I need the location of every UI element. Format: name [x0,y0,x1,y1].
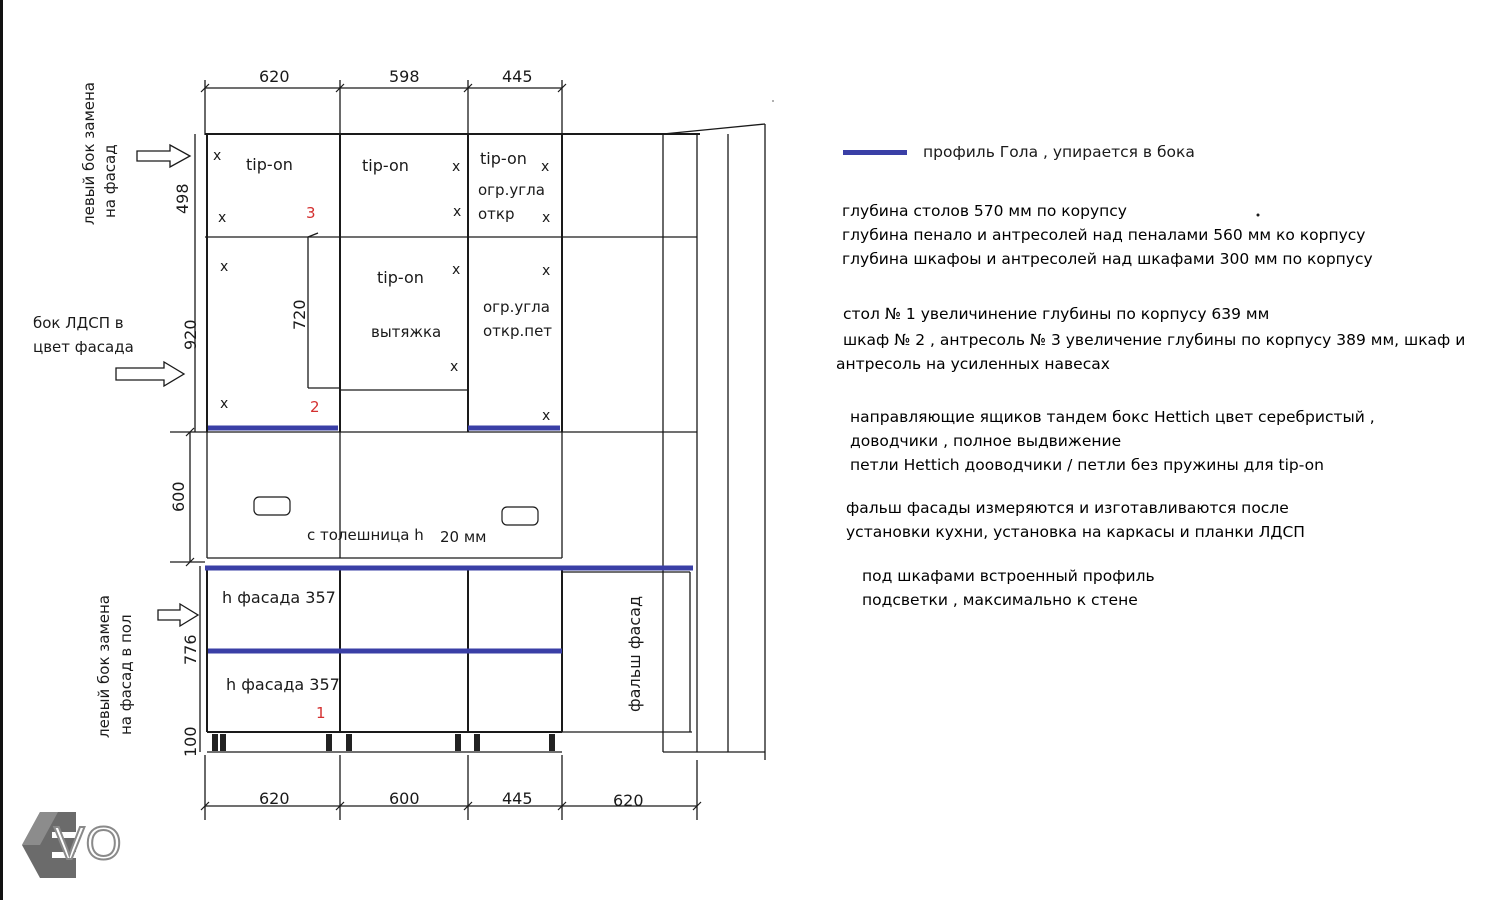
svg-text:x: x [542,408,551,424]
logo-text: VO [54,817,123,869]
cabinet-number-2: 2 [310,398,320,416]
note-line: под шкафами встроенный профиль [862,567,1155,585]
note-line: глубина столов 570 мм по корупсу [842,202,1127,220]
svg-text:x: x [542,263,551,279]
dim-height-720: 720 [290,299,309,330]
stray-dot [1257,214,1260,217]
note-line: антресоль на усиленных навесах [836,355,1110,373]
label-countertop: с толешница h [307,526,424,544]
label-false-facade: фальш фасад [625,595,644,712]
dimension-ticks [186,84,701,810]
svg-text:x: x [452,159,461,175]
dim-bottom-3: 445 [502,789,533,808]
label-tip-on-1: tip-on [246,155,293,174]
svg-text:x: x [542,210,551,226]
dim-height-498: 498 [173,183,192,214]
label-lower-left-1: левый бок замена [95,595,113,738]
socket-right [502,507,538,525]
label-corner-open-1: огр.угла [478,181,545,199]
note-line: стол № 1 увеличинение глубины по корпусу 639 мм [843,305,1270,323]
label-countertop-thickness: 20 мм [440,528,487,546]
note-line: шкаф № 2 , антресоль № 3 увеличение глубины по корпусу 389 мм, шкаф и [843,331,1466,349]
note-line: установки кухни, установка на каркасы и планки ЛДСП [846,523,1305,541]
label-upper-left-1: левый бок замена [80,82,98,225]
note-line: глубина шкафоы и антресолей над шкафами 300 мм по корпусу [842,250,1373,268]
dim-bottom-1: 620 [259,789,290,808]
label-tip-on-2: tip-on [362,156,409,175]
dim-bottom-4: 620 [613,791,644,810]
cabinet-outlines [170,80,765,820]
arrow-icon [116,145,198,626]
label-tip-on-4: tip-on [377,268,424,287]
dim-height-100: 100 [181,726,200,757]
label-corner-open-pet-2: откр.пет [483,322,553,340]
svg-text:x: x [452,262,461,278]
label-tip-on-3: tip-on [480,149,527,168]
svg-text:x: x [218,210,227,226]
note-line: подсветки , максимально к стене [862,591,1138,609]
dim-height-920: 920 [181,319,200,350]
dim-top-3: 445 [502,67,533,86]
note-line: доводчики , полное выдвижение [850,432,1122,450]
label-ldsp-1: бок ЛДСП в [33,314,124,332]
label-lower-left-2: на фасад в пол [117,614,135,735]
stray-dot-2 [772,100,774,102]
label-upper-left-2: на фасад [101,144,119,218]
label-corner-open-pet-1: огр.угла [483,298,550,316]
socket-left [254,497,290,515]
note-line: направляющие ящиков тандем бокс Hettich цвет серебристый , [850,408,1375,426]
gola-profile-swatch [843,150,907,155]
cabinet-number-1: 1 [316,704,326,722]
dim-top-2: 598 [389,67,420,86]
cabinet-number-3: 3 [306,204,316,222]
legend [843,143,1195,161]
svg-text:x: x [450,359,459,375]
dim-bottom-2: 600 [389,789,420,808]
note-line: глубина пенало и антресолей над пеналами 560 мм ко корпусу [842,226,1366,244]
legend-text: профиль Гола , упирается в бока [923,143,1195,161]
note-line: фальш фасады измеряются и изготавливаются после [846,499,1289,517]
dim-height-776: 776 [181,634,200,665]
svg-text:x: x [541,159,550,175]
dim-height-600: 600 [169,481,188,512]
label-facade-height-1: h фасада 357 [222,588,336,607]
label-hood: вытяжка [371,323,442,341]
label-facade-height-2: h фасада 357 [226,675,340,694]
label-ldsp-2: цвет фасада [33,338,134,356]
label-corner-open-2: откр [478,205,515,223]
cabinet-legs [212,734,555,751]
note-line: петли Hettich доовoдчики / петли без пружины для tip-on [850,456,1324,474]
svg-text:x: x [213,148,222,164]
svg-text:x: x [453,204,462,220]
dim-top-1: 620 [259,67,290,86]
svg-text:x: x [220,259,229,275]
svg-text:x: x [220,396,229,412]
